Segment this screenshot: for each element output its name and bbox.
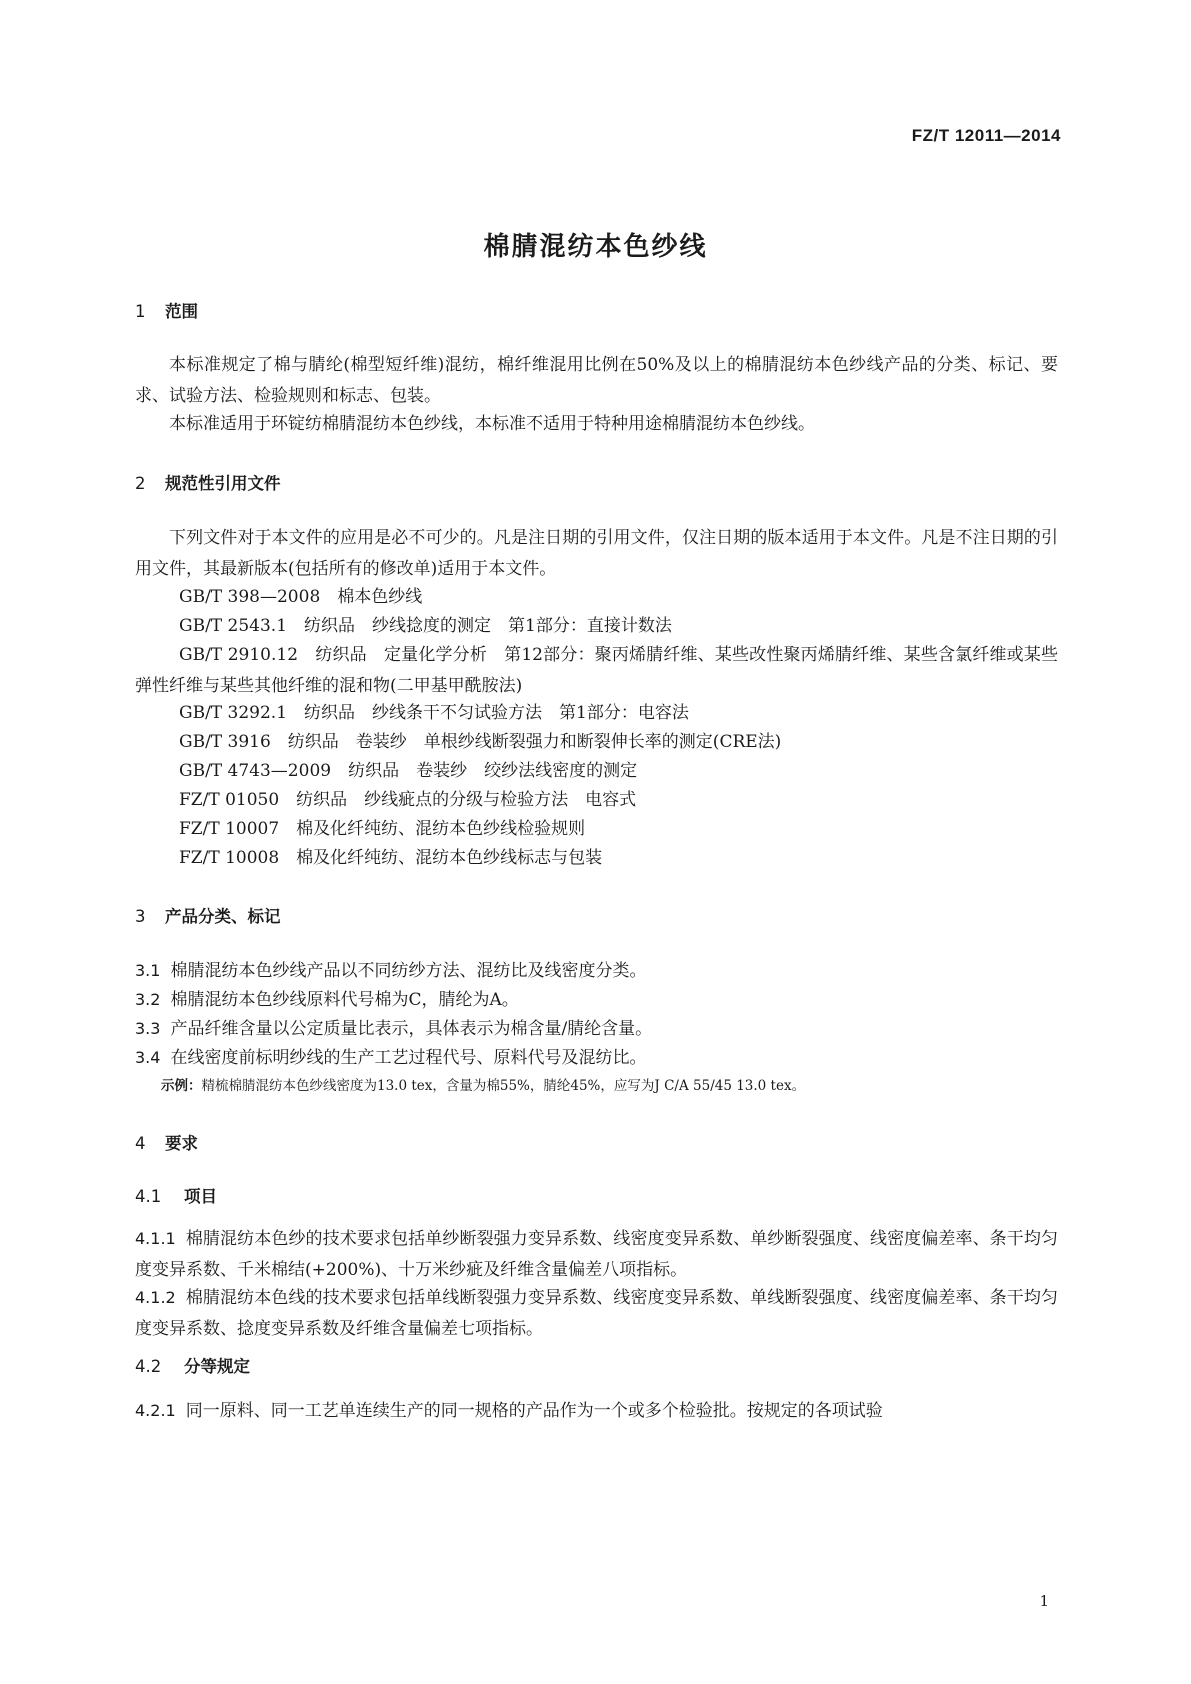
section-2-paragraph-1: 下列文件对于本文件的应用是必不可少的。凡是注日期的引用文件，仅注日期的版本适用于本文件。凡是不注日期的引用文件，其最新版本(包括所有的修改单)适用于本文件。	[135, 528, 1058, 579]
clause-text: 产品纤维含量以公定质量比表示，具体表示为棉含量/腈纶含量。	[170, 1019, 653, 1039]
subsection-title: 项目	[184, 1187, 217, 1206]
clause-number: 3.4	[135, 1048, 161, 1067]
clause-3-1	[135, 955, 1058, 987]
clause-text: 棉腈混纺本色纱线产品以不同纺纱方法、混纺比及线密度分类。	[170, 961, 647, 981]
subsection-4-1-heading	[135, 1183, 1058, 1207]
reference-item: GB/T 398—2008 棉本色纱线	[179, 587, 423, 607]
clause-number: 4.1.2	[135, 1288, 176, 1307]
clause-number: 4.2.1	[135, 1401, 176, 1420]
section-number: 1	[135, 302, 146, 321]
clause-number: 3.3	[135, 1019, 161, 1038]
clause-number: 3.1	[135, 961, 161, 980]
reference-item: GB/T 3916 纺织品 卷装纱 单根纱线断裂强力和断裂伸长率的测定(CRE法)	[179, 732, 782, 752]
section-2-heading	[135, 470, 1058, 494]
clause-text: 同一原料、同一工艺单连续生产的同一规格的产品作为一个或多个检验批。按规定的各项试验	[185, 1401, 883, 1421]
example-text: 精梳棉腈混纺本色纱线密度为13.0 tex，含量为棉55%，腈纶45%，应写为J C/A 55/45 13.0 tex。	[201, 1078, 806, 1094]
section-number: 4	[135, 1134, 146, 1153]
clause-text: 棉腈混纺本色线的技术要求包括单线断裂强力变异系数、线密度变异系数、单线断裂强度、线密度偏差率、条干均匀度变异系数、捻度变异系数及纤维含量偏差七项指标。	[135, 1288, 1058, 1339]
section-3-heading	[135, 903, 1058, 927]
page-number: 1	[1039, 1592, 1049, 1610]
example-note	[135, 1074, 1084, 1094]
section-1-paragraph-1: 本标准规定了棉与腈纶(棉型短纤维)混纺，棉纤维混用比例在50%及以上的棉腈混纺本色纱线产品的分类、标记、要求、试验方法、检验规则和标志、包装。	[135, 355, 1058, 406]
example-label: 示例：	[161, 1078, 202, 1094]
reference-item: GB/T 2543.1 纺织品 纱线捻度的测定 第1部分：直接计数法	[179, 616, 672, 636]
clause-text: 棉腈混纺本色纱的技术要求包括单纱断裂强力变异系数、线密度变异系数、单纱断裂强度、线密度偏差率、条干均匀度变异系数、千米棉结(+200%)、十万米纱疵及纤维含量偏差八项指标。	[135, 1229, 1058, 1280]
reference-item: FZ/T 10007 棉及化纤纯纺、混纺本色纱线检验规则	[179, 819, 586, 839]
clause-4-1-2	[135, 1282, 1058, 1345]
document-title: 棉腈混纺本色纱线	[483, 232, 708, 262]
reference-item: GB/T 2910.12 纺织品 定量化学分析 第12部分：聚丙烯腈纤维、某些改性聚丙烯腈纤维、某些含氯纤维或某些弹性纤维与某些其他纤维的混和物(二甲基甲酰胺法)	[135, 645, 1058, 696]
section-title: 要求	[165, 1134, 198, 1153]
section-title: 规范性引用文件	[165, 474, 281, 493]
clause-3-2	[135, 984, 1058, 1016]
clause-3-3	[135, 1013, 1058, 1045]
reference-item: GB/T 4743—2009 纺织品 卷装纱 绞纱法线密度的测定	[179, 761, 638, 781]
section-title: 范围	[165, 302, 198, 321]
clause-4-1-1	[135, 1223, 1058, 1286]
subsection-4-2-heading	[135, 1353, 1058, 1377]
section-number: 3	[135, 907, 146, 926]
reference-item: GB/T 3292.1 纺织品 纱线条干不匀试验方法 第1部分：电容法	[179, 703, 689, 723]
subsection-number: 4.1	[135, 1187, 162, 1206]
section-1-heading	[135, 298, 1058, 322]
reference-item: FZ/T 01050 纺织品 纱线疵点的分级与检验方法 电容式	[179, 790, 637, 810]
clause-text: 在线密度前标明纱线的生产工艺过程代号、原料代号及混纺比。	[170, 1048, 647, 1068]
section-1-paragraph-2: 本标准适用于环锭纺棉腈混纺本色纱线，本标准不适用于特种用途棉腈混纺本色纱线。	[169, 414, 815, 434]
clause-4-2-1	[135, 1395, 1058, 1427]
clause-text: 棉腈混纺本色纱线原料代号棉为C，腈纶为A。	[170, 990, 519, 1010]
subsection-number: 4.2	[135, 1357, 162, 1376]
standard-code: FZ/T 12011—2014	[911, 126, 1061, 145]
section-4-heading	[135, 1130, 1058, 1154]
clause-number: 3.2	[135, 990, 161, 1009]
section-title: 产品分类、标记	[165, 907, 281, 926]
reference-item: FZ/T 10008 棉及化纤纯纺、混纺本色纱线标志与包装	[179, 848, 603, 868]
clause-number: 4.1.1	[135, 1229, 176, 1248]
clause-3-4	[135, 1042, 1058, 1074]
section-number: 2	[135, 474, 146, 493]
subsection-title: 分等规定	[184, 1357, 250, 1376]
